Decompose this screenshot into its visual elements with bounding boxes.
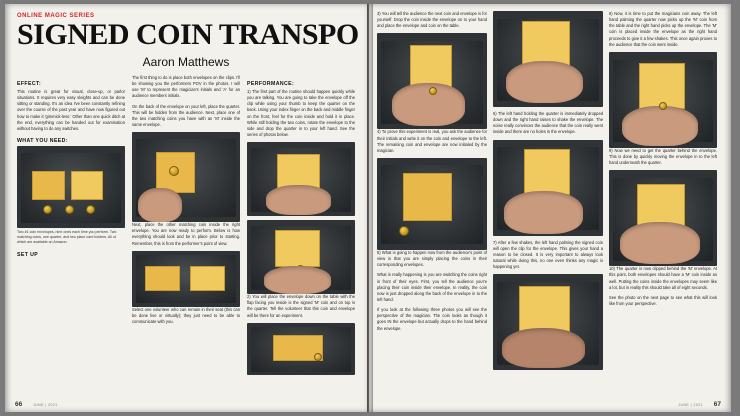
photo-5c — [493, 274, 603, 370]
folio-left-number: 66 — [15, 401, 23, 408]
right-page — [369, 4, 731, 412]
photo-step1c — [247, 323, 355, 375]
heading-effect: EFFECT: — [17, 81, 42, 87]
heading-set-up: SET UP — [17, 251, 39, 258]
step-7: 7) After a few shakes, the left hand palming the signed coin will open the clip for the envelope. This gives your hand a reason to be closed. It is very important to always look natural while doing this, no one even thinks any magic is happening yet. — [493, 239, 603, 270]
photo-5a — [493, 11, 603, 107]
step-10: 10) The quarter is now clipped behind the 'M' envelope. At this point, both envelopes should have a 'M' coin inside as well. Putting the coins inside the envelopes may seem like a lot, but in reality this should take all of eight seconds. — [609, 266, 717, 290]
article-title: SIGNED COIN TRANSPO — [17, 18, 359, 51]
folio-right — [714, 401, 721, 408]
step-10-note: See the photo on the next page to see what this will look like from your perspective. — [609, 294, 717, 306]
photo-9 — [609, 170, 717, 266]
step-5-detail: What is really happening is you are switching the coins right in front of their eyes. First, you tell the audience you're placing their coin inside their envelope. In reality, the coin now is just dropped along the back of the envelope in to the left hand. — [377, 272, 487, 302]
right-columns — [369, 4, 731, 370]
heading-performance: PERFORMANCE: — [247, 81, 295, 87]
photo-5b — [493, 140, 603, 236]
page-gutter — [367, 4, 373, 412]
folio-right-issue: JUNE | 2021 — [678, 403, 703, 407]
left-column-3 — [247, 75, 355, 375]
right-column-1 — [377, 11, 487, 370]
step-3: 3) You will tell the audience the next coin and envelope is for yourself. Drop the coin inside the envelope on to your hand and place the envelope and coin on the table. — [377, 11, 487, 29]
perf-step-1: 1) The first part of the routine should happen quickly while you are talking. You are going to take the envelope off the clip while using your thumb to keep the quarter on the back. Using your index finger on the back and middle finger on the front, feel for the coin inside and hold it in place. While still holding the two coins, rotate the envelope to the side and drop the quarter in to your left hand. See the series of photos below. — [247, 89, 355, 137]
step-5-note: If you look at the following three photos you will see the perspective of the magician. The coin looks as though it goes IN the envelope but actually drops to the hand behind the envelope. — [377, 307, 487, 331]
article-byline: Aaron Matthews — [142, 55, 230, 69]
photo-step1a — [247, 142, 355, 216]
right-column-3 — [609, 11, 717, 370]
photo-setup-1 — [17, 146, 125, 228]
effect-body: This routine is great for visual, close-up, or parlor situations. It requires very easy sleights and can be done sitting or standing. It's an idea I've been constantly refining over the course of the past year and have now figured out how to make it 'gimmick-less.' Other than one quick ditch at the end, everything can be handed out for examination without having to do any switches. — [17, 89, 125, 131]
left-page — [5, 4, 367, 412]
photo-step1b — [247, 220, 355, 294]
perf-step-2: 2) You will place the envelope down on the table with the flap facing you inside is the signed 'M' coin and on top is the quarter. Tell the volunteer that this coin and envelope will be there for an experiment. — [247, 294, 355, 318]
series-label: ONLINE MAGIC SERIES — [17, 13, 95, 19]
setup-p2: On the back of the envelope on your left, place the quarter. This will be hidden from the audience. Next, place one of the two matching coins you have with an 'M' inside the same envelope. — [132, 103, 240, 127]
photo-8 — [609, 52, 717, 148]
photo-setup-3 — [132, 251, 240, 307]
setup-p4: Select one volunteer who can remain in their seat (this can be done live or virtually); they just need to be able to communicate with you. — [132, 306, 240, 324]
setup-p1: The first thing to do is place both envelopes on the clips. I'll be showing you the performers POV in the photos. I will use 'M' to represent the magician's initials and 'A' for an audience members initials. — [132, 75, 240, 99]
step-9: 9) Now we need to get the quarter behind the envelope. This is done by quickly moving the envelope in to the left hand underneath the quarter. — [609, 147, 717, 166]
left-column-1 — [17, 75, 125, 375]
heading-what-you-need: WHAT YOU NEED: — [17, 137, 68, 144]
step-6: 6) The left hand holding the quarter is immediately dropped down and the right hand raises to shake the envelope. The noise really convinces the audience that the coin really went inside and there are no holes in the envelope. — [493, 111, 603, 135]
photo-setup-2 — [132, 132, 240, 222]
folio-left-issue: JUNE | 2021 — [33, 403, 58, 407]
right-column-2 — [493, 11, 603, 370]
folio-right-number: 67 — [713, 401, 721, 408]
left-columns — [5, 69, 367, 375]
left-column-2 — [132, 75, 240, 375]
photo-4 — [377, 158, 487, 250]
step-5: 5) What is going to happen now from the audience's point of view is that you are simply placing the coins in their corresponding envelopes. — [377, 249, 487, 268]
caption-materials: Two #1 coin envelopes, nine ones each time you perform. Two matching coins, one quarter, and two place card holders. All of which are available on Amazon. — [17, 229, 117, 245]
step-4: 4) To prove this experiment is real, you ask the audience for their initials and write it on the coin and envelope to the left. The remaining coin and envelope are now initialed by the magician. — [377, 129, 487, 153]
step-8: 8) Now, it is time to put the magicians coin away. The left hand palming the quarter now picks up the 'M' coin from the table and the right hand picks up the envelope. The 'M' coin is placed inside the envelope as the right hand proceeds to give it a few shakes. This once again proves to the audience that the coin went inside. — [609, 11, 717, 47]
folio-left — [15, 401, 22, 408]
setup-p3: Next, place the other matching coin inside the right envelope. You are now ready to perform. Below is how everything should look and be in place prior to starting. Remember, this is from the performer's point of view. — [132, 222, 240, 246]
photo-3 — [377, 33, 487, 129]
